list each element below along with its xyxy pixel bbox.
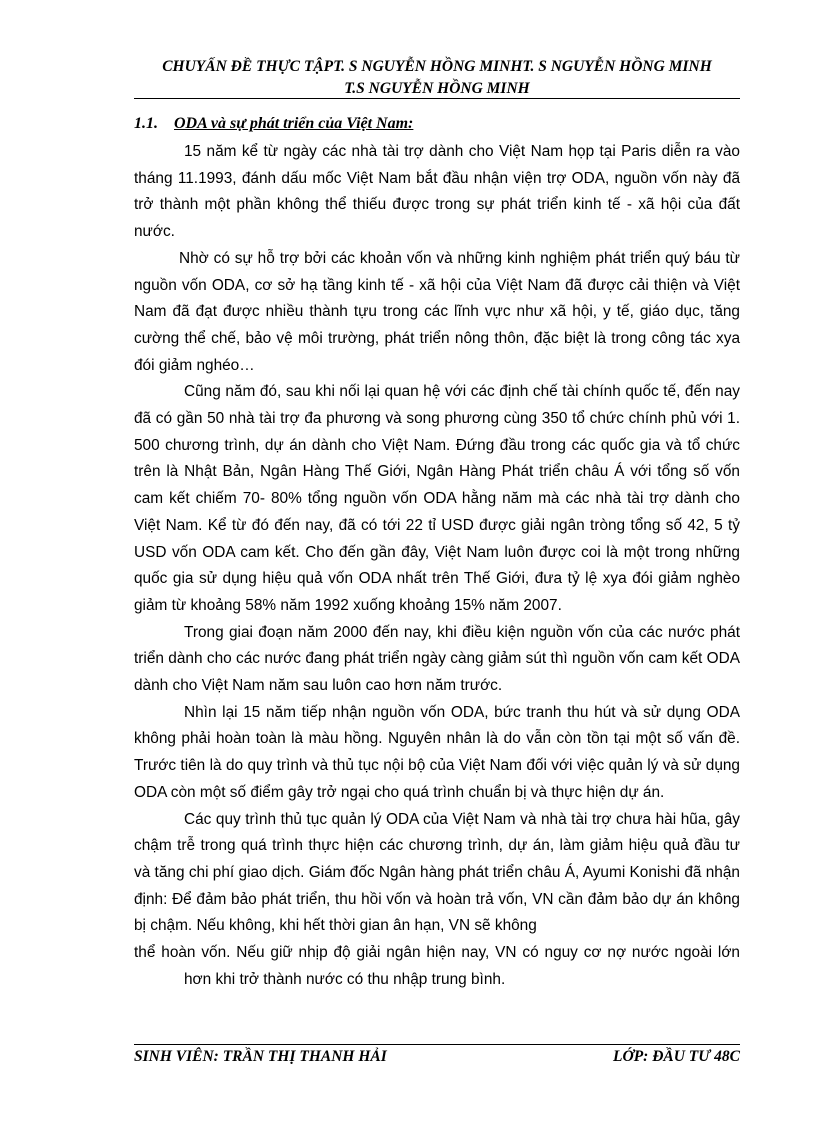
body-text [134, 139, 740, 994]
page-header [134, 56, 740, 100]
paragraph-1: 15 năm kể từ ngày các nhà tài trợ dành cho Việt Nam họp tại Paris diễn ra vào tháng 11.1993, đánh dấu mốc Việt Nam bắt đầu nhận viện trợ ODA, nguồn vốn này đã trở thành một phần không thể thiếu được trong sự phát triển kinh tế - xã hội của đất nước. [134, 143, 740, 241]
footer-divider [134, 1044, 740, 1045]
paragraph-7: thể hoàn vốn. Nếu giữ nhịp độ giải ngân hiện nay, VN có nguy cơ nợ nước ngoài lớn hơn khi trở thành nước có thu nhập trung bình. [134, 944, 740, 988]
section-title: ODA và sự phát triển của Việt Nam: [174, 115, 414, 132]
page-footer [134, 1048, 740, 1066]
footer-class: LỚP: ĐẦU TƯ 48C [613, 1048, 740, 1065]
header-line-1: CHUYẤN ĐỀ THỰC TẬPT. S NGUYỄN HỒNG MINHT. S NGUYỄN HỒNG MINH [162, 58, 712, 75]
paragraph-2: Nhờ có sự hỗ trợ bởi các khoản vốn và những kinh nghiệm phát triển quý báu từ nguồn vốn ODA, cơ sở hạ tầng kinh tế - xã hội của Việt Nam đã được cải thiện và Việt Nam đã đạt được nhiều thành tựu trong các lĩnh vực như xã hội, y tế, giáo dục, tăng cường thể chế, bảo vệ môi trường, phát triển nông thôn, đặc biệt là trong công tác xya đói giảm nghéo… [134, 249, 740, 374]
section-heading [134, 115, 413, 133]
paragraph-5: Nhìn lại 15 năm tiếp nhận nguồn vốn ODA, bức tranh thu hút và sử dụng ODA không phải hoàn toàn là màu hồng. Nguyên nhân là do vẫn còn tồn tại một số vấn đề. Trước tiên là do quy trình và thủ tục nội bộ của Việt Nam đối với việc quản lý và sử dụng ODA còn một số điểm gây trở ngại cho quá trình chuẩn bị và thực hiện dự án. [134, 703, 740, 801]
paragraph-4: Trong giai đoạn năm 2000 đến nay, khi điều kiện nguồn vốn của các nước phát triển dành cho các nước đang phát triển ngày càng giảm sút thì nguồn vốn cam kết ODA dành cho Việt Nam năm sau luôn cao hơn năm trước. [134, 623, 740, 695]
footer-student: SINH VIÊN: TRẦN THỊ THANH HẢI [134, 1048, 387, 1065]
paragraph-6: Các quy trình thủ tục quản lý ODA của Việt Nam và nhà tài trợ chưa hài hũa, gây chậm trễ trong quá trình thực hiện các chương trình, dự án, làm giảm hiệu quả đầu tư và tăng chi phí giao dịch. Giám đốc Ngân hàng phát triển châu Á, Ayumi Konishi đã nhận định: Để đảm bảo phát triển, thu hồi vốn và hoàn trả vốn, VN cần đảm bảo dự án không bị chậm. Nếu không, khi hết thời gian ân hạn, VN sẽ không [134, 810, 740, 935]
header-line-2: T.S NGUYỄN HỒNG MINH [344, 80, 530, 97]
paragraph-3: Cũng năm đó, sau khi nối lại quan hệ với các định chế tài chính quốc tế, đến nay đã có gần 50 nhà tài trợ đa phương và song phương cùng 350 tổ chức chính phủ với 1. 500 chương trình, dự án dành cho Việt Nam. Đứng đầu trong các quốc gia và tổ chức trên là Nhật Bản, Ngân Hàng Thế Giới, Ngân Hàng Phát triển châu Á với tổng số vốn cam kết chiếm 70- 80% tổng nguồn vốn ODA hằng năm mà các nhà tài trợ dành cho Việt Nam. Kể từ đó đến nay, đã có tới 22 tỉ USD được giải ngân tròng tổng số 42, 5 tỷ USD vốn ODA cam kết. Cho đến gần đây, Việt Nam luôn được coi là một trong những quốc gia sử dụng hiệu quả vốn ODA nhất trên Thế Giới, đưa tỷ lệ xya đói giảm nghèo giảm từ khoảng 58% năm 1992 xuống khoảng 15% năm 2007. [134, 383, 740, 614]
section-number: 1.1. [134, 115, 158, 132]
header-divider [134, 98, 740, 99]
